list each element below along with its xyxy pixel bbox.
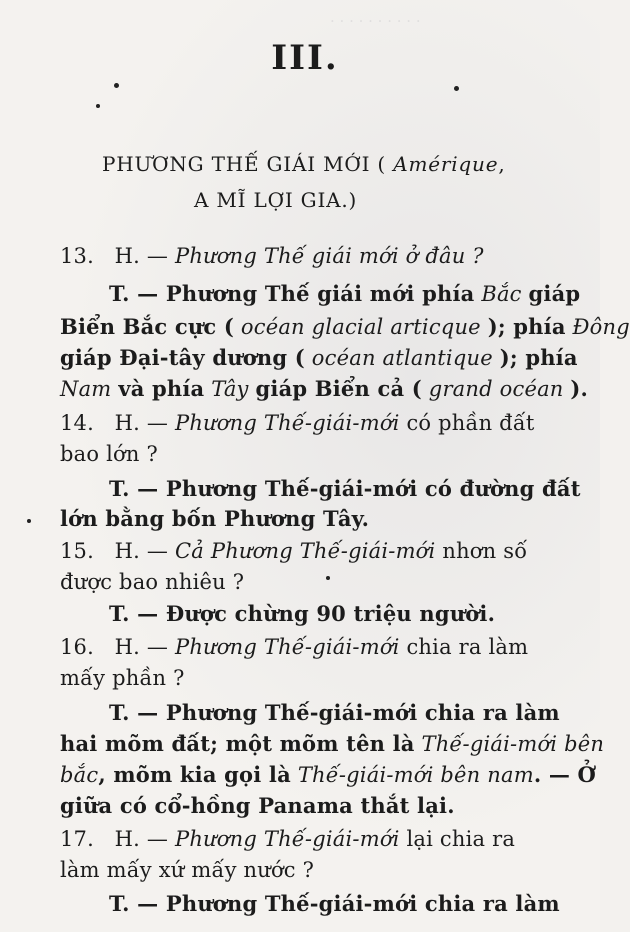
title-italic: Amérique — [393, 152, 499, 176]
question-15 — [60, 541, 527, 562]
ink-speck — [96, 104, 100, 108]
ink-speck — [27, 519, 31, 523]
answer-italic: Thế-giái-mới bên nam — [297, 763, 534, 787]
answer-italic: grand océan — [428, 377, 564, 401]
answer-text: Phương Thế-giái-mới chia ra làm — [165, 891, 560, 916]
answer-text: giáp — [528, 281, 581, 306]
answer-italic: bắc — [60, 763, 99, 787]
answer-17-line-1 — [109, 893, 560, 915]
question-marker: H. — — [114, 827, 169, 851]
question-marker: H. — — [114, 244, 169, 268]
title-text: PHƯƠNG THẾ GIÁI MỚI ( — [102, 152, 387, 176]
question-17-line-2: làm mấy xứ mấy nước ? — [60, 858, 315, 882]
question-marker: H. — — [114, 635, 169, 659]
answer-text: ); phía — [487, 314, 566, 339]
question-16 — [60, 637, 528, 658]
answer-text: ); phía — [499, 345, 578, 370]
answer-marker: T. — — [109, 891, 159, 916]
answer-text: , mõm kia gọi là — [98, 762, 291, 787]
answer-text: ). — [570, 376, 589, 401]
page-title-line-1 — [102, 154, 506, 174]
question-17 — [60, 829, 515, 850]
answer-text: giữa có cổ-hồng Panama thắt lại. — [60, 793, 455, 818]
question-number: 14. — [60, 411, 94, 435]
question-13 — [60, 246, 484, 267]
ink-speck — [114, 83, 119, 88]
question-14-line-2: bao lớn ? — [60, 442, 158, 466]
answer-16-line-4 — [60, 795, 455, 817]
answer-marker: T. — — [109, 476, 159, 501]
answer-16-line-2 — [60, 733, 604, 755]
question-15-line-2: được bao nhiêu ? — [60, 570, 245, 594]
answer-italic: océan atlantique — [311, 346, 493, 370]
answer-text: hai mõm đất; một mõm tên là — [60, 731, 415, 756]
question-number: 17. — [60, 827, 94, 851]
question-italic: Cả Phương Thế-giái-mới — [175, 539, 436, 563]
answer-13-line-3 — [60, 347, 578, 369]
answer-text: và phía — [118, 376, 205, 401]
question-marker: H. — — [114, 539, 169, 563]
question-16-line-2: mấy phần ? — [60, 666, 185, 690]
question-marker: H. — — [114, 411, 169, 435]
answer-italic: Tây — [211, 377, 249, 401]
answer-text: giáp Biển cả ( — [255, 376, 422, 401]
question-text: chia ra làm — [406, 635, 529, 659]
question-text: có phần đất — [406, 411, 535, 435]
question-number: 15. — [60, 539, 94, 563]
page-title-line-2: A MĨ LỢI GIA.) — [194, 188, 358, 212]
answer-marker: T. — — [109, 601, 159, 626]
section-heading: III. — [271, 38, 339, 78]
bleed-through-text: . . . . . . . . . . — [330, 8, 421, 26]
answer-15 — [109, 603, 495, 625]
question-italic: Phương Thế-giái-mới — [175, 635, 400, 659]
question-italic: Phương Thế-giái-mới — [175, 411, 400, 435]
question-text: lại chia ra — [406, 827, 516, 851]
ink-speck — [326, 576, 330, 580]
answer-13-line-4 — [60, 378, 588, 400]
ink-speck — [454, 86, 459, 91]
question-text: Phương Thế giái mới ở đâu ? — [175, 244, 484, 268]
question-italic: Phương Thế-giái-mới — [175, 827, 400, 851]
answer-text: Phương Thế-giái-mới có đường đất — [165, 476, 581, 501]
answer-13-line-1 — [109, 283, 580, 305]
answer-italic: Đông — [572, 315, 630, 339]
answer-italic: océan glacial articque — [240, 315, 481, 339]
answer-italic: Thế-giái-mới bên — [421, 732, 605, 756]
answer-text: giáp Đại-tây dương ( — [60, 345, 305, 370]
answer-text: Phương Thế giái mới phía — [165, 281, 475, 306]
question-text: nhơn số — [442, 539, 528, 563]
question-number: 16. — [60, 635, 94, 659]
answer-13-line-2 — [60, 316, 630, 338]
answer-text: Được chừng 90 triệu người. — [165, 601, 496, 626]
answer-16-line-1 — [109, 702, 560, 724]
answer-text: Phương Thế-giái-mới chia ra làm — [165, 700, 560, 725]
question-number: 13. — [60, 244, 94, 268]
answer-marker: T. — — [109, 700, 159, 725]
answer-text: Biển Bắc cực ( — [60, 314, 235, 339]
question-14 — [60, 413, 535, 434]
answer-italic: Bắc — [481, 282, 522, 306]
answer-text: . — Ở — [533, 762, 597, 787]
answer-text: lớn bằng bốn Phương Tây. — [60, 506, 370, 531]
title-end: , — [498, 152, 506, 176]
answer-marker: T. — — [109, 281, 159, 306]
answer-14-line-2 — [60, 508, 369, 530]
answer-16-line-3 — [60, 764, 596, 786]
answer-14-line-1 — [109, 478, 581, 500]
answer-italic: Nam — [60, 377, 112, 401]
